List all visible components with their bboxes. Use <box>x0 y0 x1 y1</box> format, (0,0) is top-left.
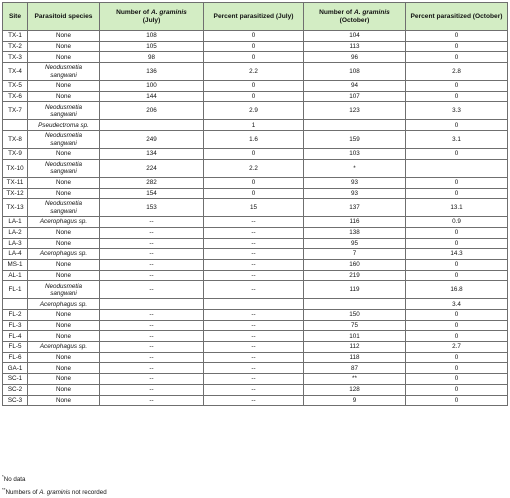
table-row <box>3 259 508 270</box>
site-cell: TX-13 <box>3 199 28 217</box>
table-row <box>3 217 508 228</box>
site-cell: SC-1 <box>3 374 28 385</box>
number-october-cell: 123 <box>304 102 406 120</box>
percent-october-cell: 0 <box>406 331 508 342</box>
percent-july-cell: -- <box>204 259 304 270</box>
number-october-cell: 95 <box>304 238 406 249</box>
percent-july-cell: -- <box>204 374 304 385</box>
species-cell: Acerophagus sp. <box>28 342 100 353</box>
table-row <box>3 352 508 363</box>
number-july-cell: 144 <box>100 91 204 102</box>
percent-july-cell: 0 <box>204 31 304 42</box>
species-cell: Neodusmetia sangwani <box>28 131 100 149</box>
percent-october-cell: 0 <box>406 41 508 52</box>
number-july-cell: 206 <box>100 102 204 120</box>
percent-october-cell: 16.8 <box>406 281 508 299</box>
col-number-october-header: Number of A. graminis (October) <box>304 3 406 31</box>
col-percent-july-header: Percent parasitized (July) <box>204 3 304 31</box>
percent-october-cell: 0 <box>406 149 508 160</box>
number-october-cell: 101 <box>304 331 406 342</box>
number-july-cell <box>100 120 204 131</box>
species-cell: None <box>28 331 100 342</box>
species-cell: None <box>28 81 100 92</box>
species-cell: Acerophagus sp. <box>28 299 100 310</box>
site-cell: TX-5 <box>3 81 28 92</box>
site-cell: MS-1 <box>3 259 28 270</box>
table-row <box>3 342 508 353</box>
percent-july-cell: 0 <box>204 188 304 199</box>
percent-july-cell: 0 <box>204 81 304 92</box>
footnote-not-recorded: **Numbers of A. graminis not recorded <box>2 487 107 497</box>
table-row <box>3 131 508 149</box>
number-october-cell: 219 <box>304 270 406 281</box>
site-cell: LA-2 <box>3 227 28 238</box>
parasitism-table <box>2 2 508 406</box>
site-cell: TX-2 <box>3 41 28 52</box>
percent-october-cell: 0 <box>406 352 508 363</box>
table-row <box>3 102 508 120</box>
site-cell: FL-5 <box>3 342 28 353</box>
species-cell: Neodusmetia sangwani <box>28 63 100 81</box>
table-row <box>3 384 508 395</box>
number-july-cell <box>100 299 204 310</box>
percent-october-cell: 0 <box>406 374 508 385</box>
species-cell: Neodusmetia sangwani <box>28 102 100 120</box>
number-october-cell: 87 <box>304 363 406 374</box>
site-cell: SC-3 <box>3 395 28 406</box>
col-number-july-header: Number of A. graminis (July) <box>100 3 204 31</box>
number-july-cell: -- <box>100 217 204 228</box>
site-cell: SC-2 <box>3 384 28 395</box>
percent-october-cell: 0 <box>406 81 508 92</box>
table-row <box>3 159 508 177</box>
percent-october-cell: 0 <box>406 270 508 281</box>
table-row <box>3 177 508 188</box>
number-october-cell: 119 <box>304 281 406 299</box>
number-july-cell: -- <box>100 320 204 331</box>
site-cell: FL-4 <box>3 331 28 342</box>
number-october-cell: 103 <box>304 149 406 160</box>
table-row <box>3 299 508 310</box>
table-row <box>3 395 508 406</box>
number-october-cell <box>304 120 406 131</box>
site-cell: FL-2 <box>3 310 28 321</box>
species-cell: None <box>28 91 100 102</box>
table-container <box>2 2 507 406</box>
species-cell: None <box>28 188 100 199</box>
table-row <box>3 281 508 299</box>
percent-july-cell: 2.2 <box>204 159 304 177</box>
table-row <box>3 149 508 160</box>
number-july-cell: 134 <box>100 149 204 160</box>
table-row <box>3 249 508 260</box>
species-cell: None <box>28 149 100 160</box>
site-cell: LA-4 <box>3 249 28 260</box>
number-october-cell: 93 <box>304 177 406 188</box>
col-percent-october-header: Percent parasitized (October) <box>406 3 508 31</box>
number-october-cell: 9 <box>304 395 406 406</box>
table-row <box>3 363 508 374</box>
species-cell: None <box>28 270 100 281</box>
species-cell: None <box>28 363 100 374</box>
site-cell: TX-9 <box>3 149 28 160</box>
number-july-cell: -- <box>100 249 204 260</box>
number-october-cell: 159 <box>304 131 406 149</box>
number-october-cell: 7 <box>304 249 406 260</box>
table-row <box>3 227 508 238</box>
percent-october-cell <box>406 159 508 177</box>
percent-october-cell: 0 <box>406 188 508 199</box>
number-october-cell: 107 <box>304 91 406 102</box>
number-july-cell: -- <box>100 352 204 363</box>
number-july-cell: -- <box>100 227 204 238</box>
number-july-cell: -- <box>100 342 204 353</box>
site-cell: TX-3 <box>3 52 28 63</box>
percent-october-cell: 0 <box>406 238 508 249</box>
percent-july-cell: -- <box>204 270 304 281</box>
species-cell: Neodusmetia sangwani <box>28 199 100 217</box>
number-october-cell: 150 <box>304 310 406 321</box>
percent-october-cell: 0 <box>406 259 508 270</box>
species-cell: Neodusmetia sangwani <box>28 159 100 177</box>
site-cell: GA-1 <box>3 363 28 374</box>
number-october-cell: 116 <box>304 217 406 228</box>
percent-july-cell: 2.2 <box>204 63 304 81</box>
percent-october-cell: 2.7 <box>406 342 508 353</box>
table-row <box>3 120 508 131</box>
percent-october-cell: 0 <box>406 395 508 406</box>
percent-october-cell: 0.9 <box>406 217 508 228</box>
percent-july-cell: 2.9 <box>204 102 304 120</box>
percent-july-cell: 0 <box>204 149 304 160</box>
table-row <box>3 91 508 102</box>
percent-july-cell: 0 <box>204 52 304 63</box>
site-cell: FL-1 <box>3 281 28 299</box>
site-cell: FL-6 <box>3 352 28 363</box>
number-october-cell: 75 <box>304 320 406 331</box>
species-cell: Acerophagus sp. <box>28 249 100 260</box>
header-row <box>3 3 508 31</box>
species-cell: None <box>28 31 100 42</box>
site-cell <box>3 120 28 131</box>
number-july-cell: -- <box>100 270 204 281</box>
species-cell: None <box>28 41 100 52</box>
percent-july-cell: 0 <box>204 91 304 102</box>
site-cell: LA-3 <box>3 238 28 249</box>
number-july-cell: 108 <box>100 31 204 42</box>
percent-october-cell: 0 <box>406 120 508 131</box>
table-row <box>3 320 508 331</box>
table-row <box>3 310 508 321</box>
percent-october-cell: 2.8 <box>406 63 508 81</box>
percent-october-cell: 0 <box>406 320 508 331</box>
site-cell: TX-1 <box>3 31 28 42</box>
species-cell: Pseudectroma sp. <box>28 120 100 131</box>
species-cell: None <box>28 374 100 385</box>
table-row <box>3 270 508 281</box>
percent-july-cell: -- <box>204 342 304 353</box>
col-species-header: Parasitoid species <box>28 3 100 31</box>
percent-october-cell: 0 <box>406 31 508 42</box>
number-july-cell: -- <box>100 331 204 342</box>
percent-october-cell: 13.1 <box>406 199 508 217</box>
table-row <box>3 188 508 199</box>
percent-july-cell: -- <box>204 395 304 406</box>
percent-july-cell: -- <box>204 249 304 260</box>
species-cell: None <box>28 352 100 363</box>
site-cell: AL-1 <box>3 270 28 281</box>
number-october-cell <box>304 299 406 310</box>
site-cell: TX-7 <box>3 102 28 120</box>
table-row <box>3 41 508 52</box>
number-july-cell: 98 <box>100 52 204 63</box>
number-october-cell: 108 <box>304 63 406 81</box>
site-cell: TX-11 <box>3 177 28 188</box>
species-cell: None <box>28 320 100 331</box>
percent-october-cell: 0 <box>406 227 508 238</box>
site-cell: TX-6 <box>3 91 28 102</box>
percent-october-cell: 3.3 <box>406 102 508 120</box>
number-october-cell: 138 <box>304 227 406 238</box>
table-row <box>3 331 508 342</box>
site-cell: LA-1 <box>3 217 28 228</box>
number-july-cell: 153 <box>100 199 204 217</box>
number-july-cell: 136 <box>100 63 204 81</box>
percent-july-cell: 0 <box>204 177 304 188</box>
percent-july-cell: -- <box>204 217 304 228</box>
number-july-cell: 282 <box>100 177 204 188</box>
table-row <box>3 374 508 385</box>
number-july-cell: -- <box>100 238 204 249</box>
number-october-cell: 104 <box>304 31 406 42</box>
number-july-cell: 105 <box>100 41 204 52</box>
percent-october-cell: 3.4 <box>406 299 508 310</box>
percent-october-cell: 0 <box>406 310 508 321</box>
table-row <box>3 238 508 249</box>
number-october-cell: 96 <box>304 52 406 63</box>
percent-july-cell: 15 <box>204 199 304 217</box>
number-july-cell: 154 <box>100 188 204 199</box>
percent-july-cell: 1 <box>204 120 304 131</box>
site-cell: TX-8 <box>3 131 28 149</box>
number-october-cell: 112 <box>304 342 406 353</box>
number-october-cell: 93 <box>304 188 406 199</box>
table-row <box>3 199 508 217</box>
table-row <box>3 63 508 81</box>
number-july-cell: -- <box>100 363 204 374</box>
number-july-cell: -- <box>100 395 204 406</box>
number-july-cell: -- <box>100 374 204 385</box>
percent-october-cell: 3.1 <box>406 131 508 149</box>
number-july-cell: 100 <box>100 81 204 92</box>
table-row <box>3 31 508 42</box>
number-july-cell: -- <box>100 281 204 299</box>
percent-october-cell: 0 <box>406 177 508 188</box>
percent-july-cell: -- <box>204 281 304 299</box>
number-october-cell: 94 <box>304 81 406 92</box>
site-cell: TX-4 <box>3 63 28 81</box>
number-october-cell: 118 <box>304 352 406 363</box>
number-july-cell: -- <box>100 259 204 270</box>
col-site-header: Site <box>3 3 28 31</box>
species-cell: Acerophagus sp. <box>28 217 100 228</box>
percent-july-cell: -- <box>204 310 304 321</box>
percent-july-cell: -- <box>204 352 304 363</box>
species-cell: None <box>28 395 100 406</box>
species-cell: None <box>28 384 100 395</box>
percent-july-cell: -- <box>204 227 304 238</box>
species-cell: None <box>28 177 100 188</box>
number-july-cell: -- <box>100 310 204 321</box>
number-october-cell: 113 <box>304 41 406 52</box>
table-row <box>3 81 508 92</box>
percent-july-cell: -- <box>204 384 304 395</box>
species-cell: None <box>28 259 100 270</box>
table-row <box>3 52 508 63</box>
number-october-cell: 128 <box>304 384 406 395</box>
number-july-cell: 224 <box>100 159 204 177</box>
species-cell: None <box>28 310 100 321</box>
species-cell: None <box>28 238 100 249</box>
site-cell: TX-10 <box>3 159 28 177</box>
percent-october-cell: 0 <box>406 52 508 63</box>
site-cell <box>3 299 28 310</box>
species-cell: None <box>28 52 100 63</box>
table-body <box>3 31 508 406</box>
percent-july-cell: 1.6 <box>204 131 304 149</box>
percent-july-cell: -- <box>204 320 304 331</box>
percent-october-cell: 14.3 <box>406 249 508 260</box>
percent-october-cell: 0 <box>406 91 508 102</box>
species-cell: Neodusmetia sangwani <box>28 281 100 299</box>
number-october-cell: 137 <box>304 199 406 217</box>
percent-october-cell: 0 <box>406 363 508 374</box>
site-cell: FL-3 <box>3 320 28 331</box>
footnotes <box>2 472 107 498</box>
number-october-cell: 160 <box>304 259 406 270</box>
footnote-no-data: *No data <box>2 474 26 484</box>
number-october-cell: * <box>304 159 406 177</box>
number-july-cell: 249 <box>100 131 204 149</box>
percent-july-cell: -- <box>204 238 304 249</box>
number-october-cell: ** <box>304 374 406 385</box>
percent-july-cell <box>204 299 304 310</box>
species-cell: None <box>28 227 100 238</box>
percent-july-cell: -- <box>204 363 304 374</box>
site-cell: TX-12 <box>3 188 28 199</box>
number-july-cell: -- <box>100 384 204 395</box>
percent-july-cell: -- <box>204 331 304 342</box>
percent-october-cell: 0 <box>406 384 508 395</box>
percent-july-cell: 0 <box>204 41 304 52</box>
